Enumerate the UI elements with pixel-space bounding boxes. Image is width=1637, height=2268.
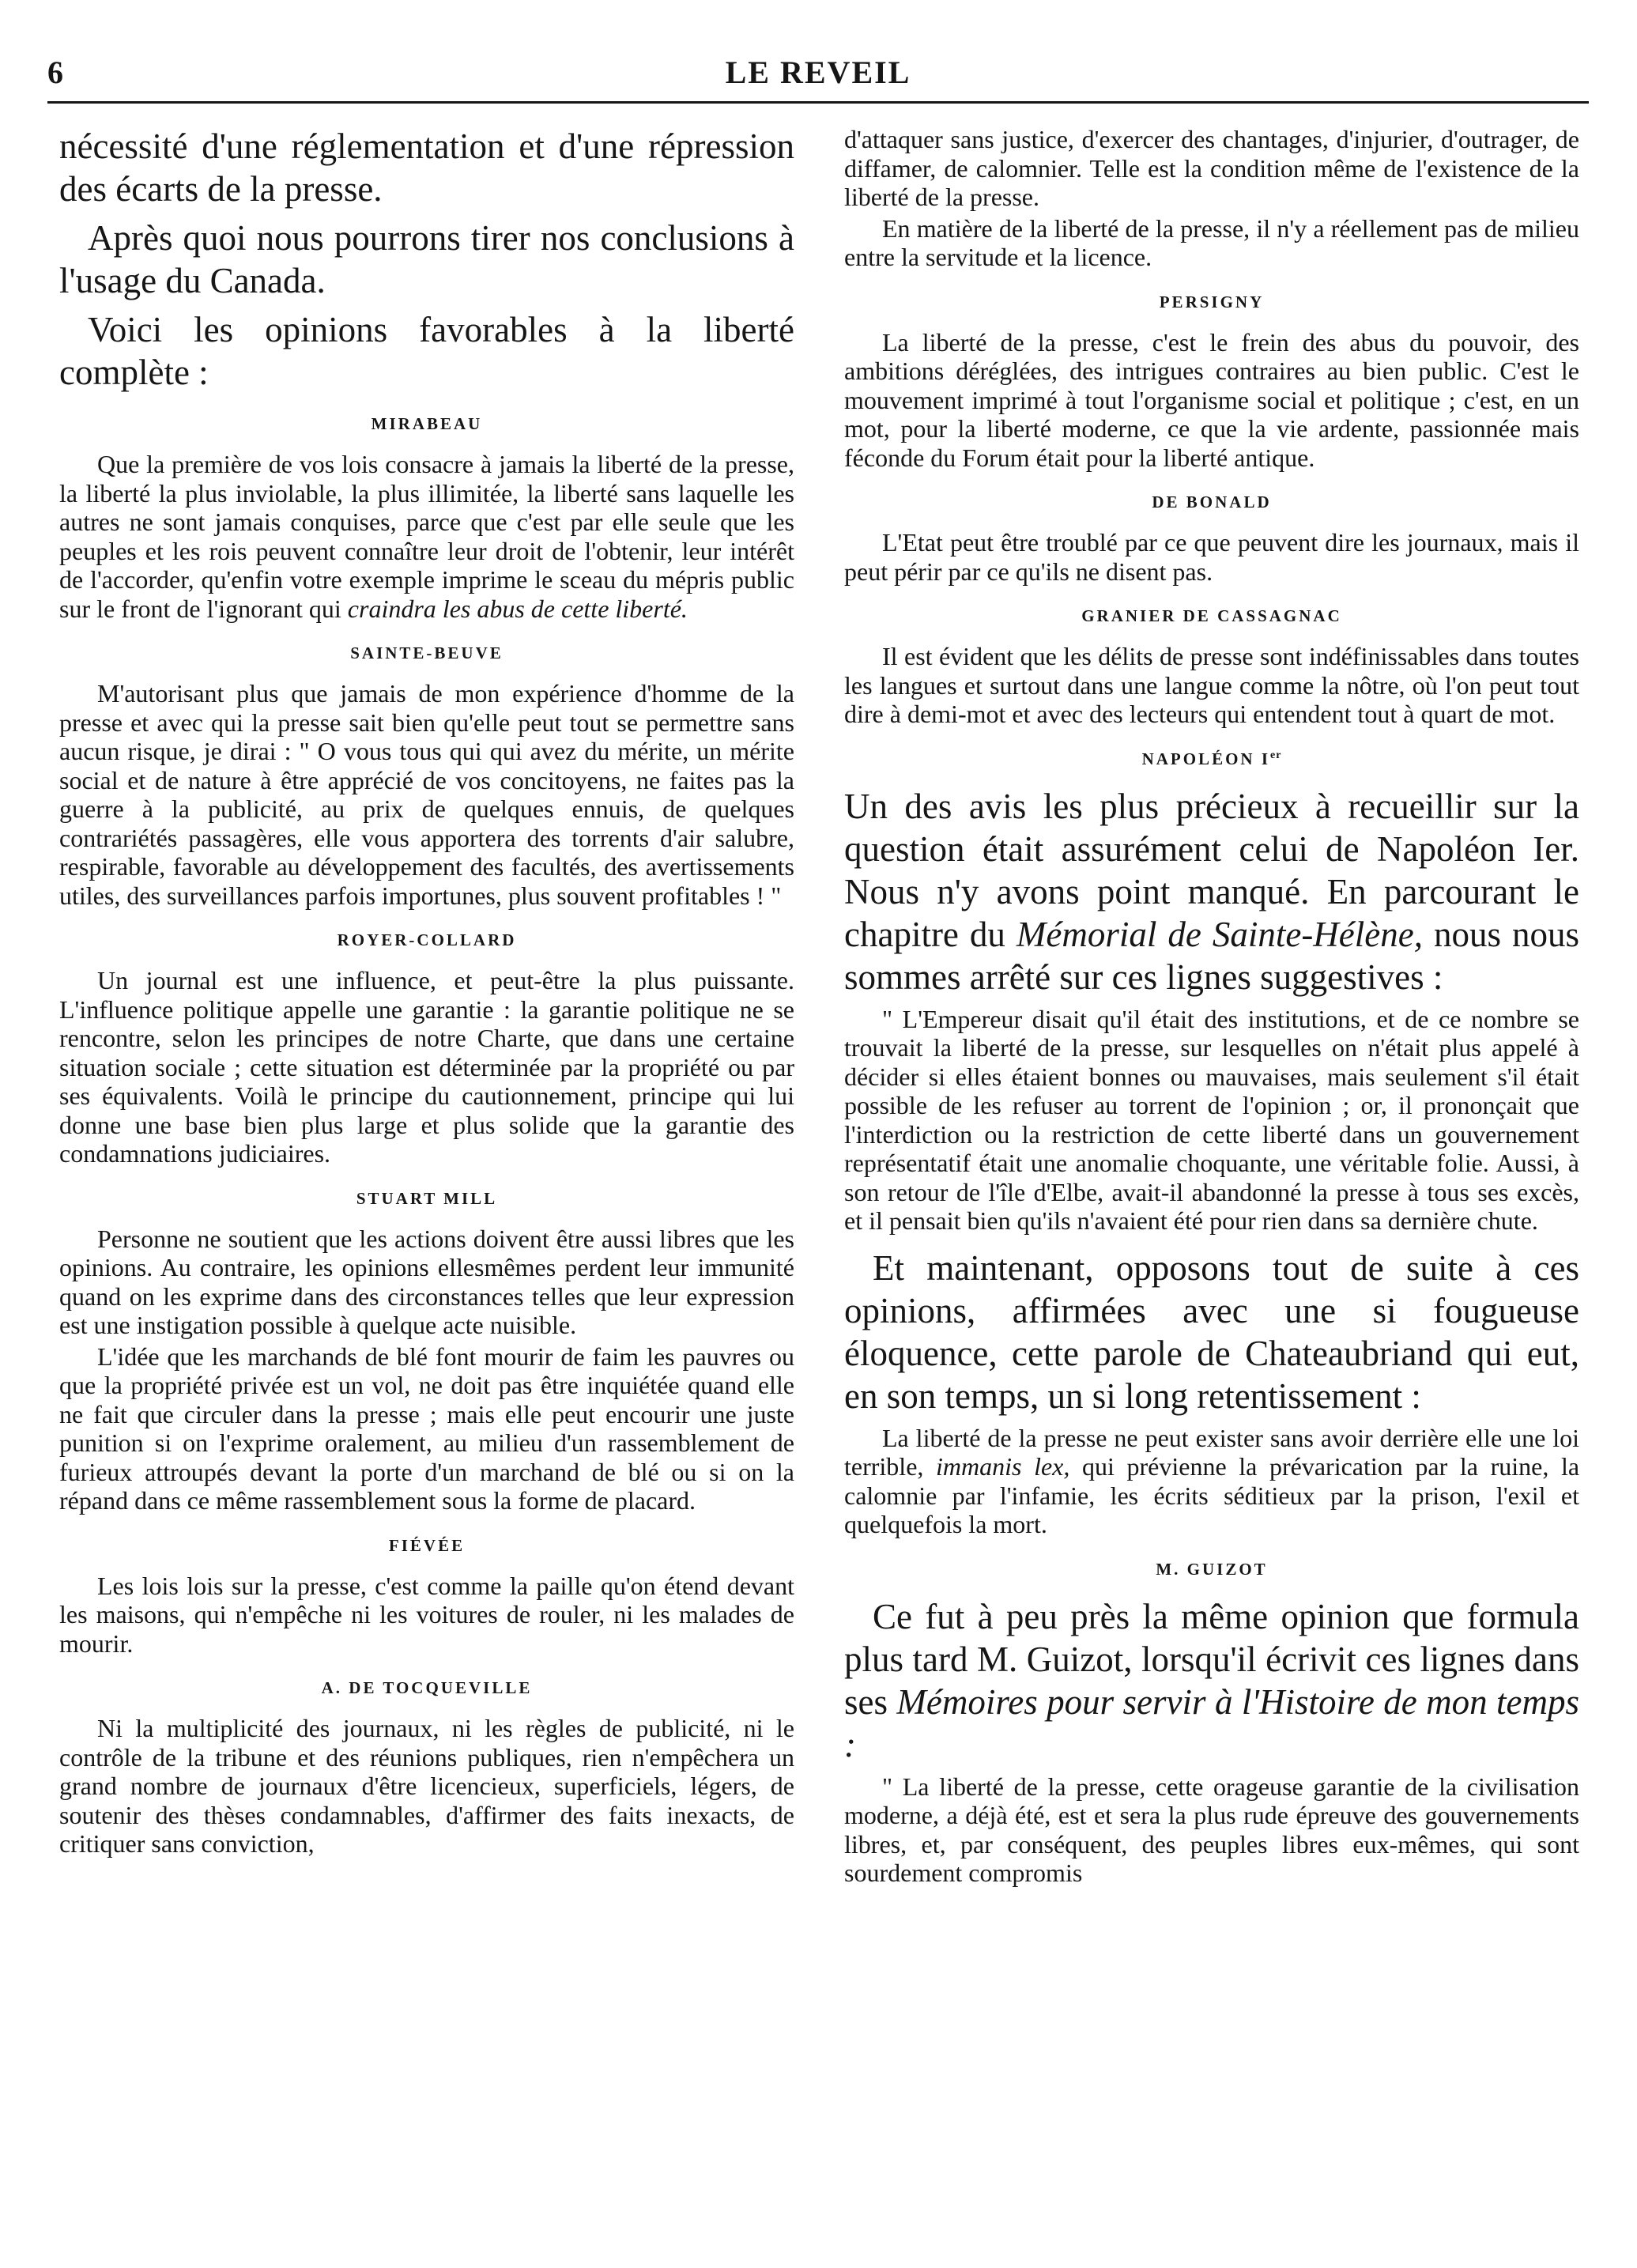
quotation-continued: d'attaquer sans justice, d'exercer des chantages, d'injurier, d'outrager, de diffamer, de calomnier. Telle est la condition même de l'existence de la liberté de la presse. xyxy=(844,125,1579,211)
author-heading: A. DE TOCQUEVILLE xyxy=(321,1678,533,1697)
quotation: Ni la multiplicité des journaux, ni les règles de publicité, ni le contrôle de la tribune et des réunions publiques, rien n'empêchera un grand nombre de journaux d'être licencieux, superficiels, légers, de soutenir des thèses condamnables, d'affirmer des faits inexacts, de critiquer sans conviction, xyxy=(59,1714,794,1858)
author-heading: NAPOLÉON Ier xyxy=(1141,749,1282,768)
quotation: La liberté de la presse, c'est le frein des abus du pouvoir, des ambitions déréglées, des intrigues contraires au bien public. C'est le mouvement imprimé à tout l'organisme social et politique ; c'est, en un mot, pour la liberté moderne, ce que la vie ardente, passionnée mais féconde du Forum était pour la liberté antique. xyxy=(844,327,1579,472)
author-heading: MIRABEAU xyxy=(371,414,483,433)
quotation: L'idée que les marchands de blé font mourir de faim les pauvres ou que la propriété privée est un vol, ne doit pas être inquiétée quand elle ne fait que circuler dans la presse ; mais elle peut encourir une juste punition si on l'exprime oralement, au milieu d'un rassemblement de furieux attroupés devant la porte d'un marchand de blé ou si on la répand dans ce même rassemblement sous la forme de placard. xyxy=(59,1342,794,1515)
quotation: L'Etat peut être troublé par ce que peuvent dire les journaux, mais il peut périr par ce qu'ils ne disent pas. xyxy=(844,528,1579,586)
commentary-paragraph: Ce fut à peu près la même opinion que formula plus tard M. Guizot, lorsqu'il écrivit ces lignes dans ses Mémoires pour servir à l'Histoire de mon temps : xyxy=(844,1596,1580,1764)
running-title: LE REVEIL xyxy=(725,55,911,90)
quotation: M'autorisant plus que jamais de mon expérience d'homme de la presse et avec qui la presse sait bien qu'elle peut tout se permettre sans aucun risque, je dirai : " O vous tous qui qui avez du mérite, un mérite social et de nature à être apprécié de vos concitoyens, ne faites pas la guerre à la publicité, au prix de quelques ennuis, de quelques contrariétés passagères, elle vous apportera des torrents d'air salubre, respirable, favorable au développement des facultés, des avertissements utiles, des surveillances parfois importunes, plus souvent profitables ! " xyxy=(59,679,794,910)
header-rule xyxy=(47,101,1589,104)
quotation-continued: En matière de la liberté de la presse, il n'y a réellement pas de milieu entre la servitude et la licence. xyxy=(844,213,1579,271)
quotation: " L'Empereur disait qu'il était des institutions, et de ce nombre se trouvait la liberté de la presse, sur lesquelles on n'était plus appelé à décider si elles étaient bonnes ou mauvaises, mais seulement s'il était possible de les refuser au torrent de l'opinion ; or, il prononçait que l'interdiction ou la restriction de cette liberté dans un gouvernement représentatif était une anomalie choquante, une véritable folie. Aussi, à son retour de l'île d'Elbe, avait-il abandonné la presse à tous ses excès, et il pensait bien qu'ils n'avaient été pour rien dans sa dernière chute. xyxy=(844,1004,1579,1235)
commentary-paragraph: Un des avis les plus précieux à recueillir sur la question était assurément celui de Napoléon Ier. Nous n'y avons point manqué. En parcourant le chapitre du Mémorial de Sainte-Hélène, nous nous sommes arrêté sur ces lignes suggestives : xyxy=(844,786,1580,997)
left-column xyxy=(59,125,794,1859)
quotation: Il est évident que les délits de presse sont indéfinissables dans toutes les langues et surtout dans une langue comme la nôtre, où l'on peut tout dire à demi-mot et avec des lecteurs qui entendent tout à quart de mot. xyxy=(844,642,1579,728)
page-header xyxy=(47,47,1589,103)
author-heading: GRANIER DE CASSAGNAC xyxy=(1081,606,1342,625)
quotation: Personne ne soutient que les actions doivent être aussi libres que les opinions. Au contraire, les opinions ellesmêmes perdent leur immunité quand on les exprime dans des circonstances telles que leur expression est une instigation possible à quelque acte nuisible. xyxy=(59,1224,794,1339)
author-heading: M. GUIZOT xyxy=(1156,1559,1268,1579)
commentary-paragraph: Et maintenant, opposons tout de suite à ces opinions, affirmées avec une si fougueuse éloquence, cette parole de Chateaubriand qui eut, en son temps, un si long retentissement : xyxy=(844,1247,1579,1416)
author-heading: ROYER-COLLARD xyxy=(337,930,517,949)
right-column xyxy=(844,125,1579,1888)
page-number: 6 xyxy=(47,55,63,90)
author-heading: DE BONALD xyxy=(1152,492,1272,511)
quotation: Un journal est une influence, et peut-être la plus puissante. L'influence politique appelle une garantie : la garantie politique ne se rencontre, selon les principes de notre Charte, que dans une certaine situation sociale ; cette situation est déterminée par la propriété ou par ses équivalents. Voilà le principe du cautionnement, principe qui lui donne une base bien plus large et plus solide que la garantie des condamnations judiciaires. xyxy=(59,966,794,1168)
intro-paragraph: Voici les opinions favorables à la liberté complète : xyxy=(59,310,794,392)
author-heading: FIÉVÉE xyxy=(388,1535,466,1555)
quotation: La liberté de la presse ne peut exister sans avoir derrière elle une loi terrible, immanis lex, qui prévienne la prévarication par la ruine, la calomnie par l'infamie, les écrits séditieux par la prison, l'exil et quelquefois la mort. xyxy=(844,1423,1580,1538)
intro-paragraph: Après quoi nous pourrons tirer nos conclusions à l'usage du Canada. xyxy=(59,218,794,300)
author-heading: PERSIGNY xyxy=(1159,292,1265,311)
quotation: Les lois lois sur la presse, c'est comme la paille qu'on étend devant les maisons, qui n'empêche ni les voitures de rouler, ni les malades de mourir. xyxy=(59,1571,794,1658)
quotation: Que la première de vos lois consacre à jamais la liberté de la presse, la liberté la plus inviolable, la plus illimitée, la liberté sans laquelle les autres ne sont jamais conquises, parce que c'est par elle seule que les peuples et les rois peuvent connaître leur droit de l'obtenir, leur intérêt de l'accorder, qu'enfin votre exemple imprime le sceau du mépris public sur le front de l'ignorant qui craindra les abus de cette liberté. xyxy=(59,450,794,623)
intro-paragraph: nécessité d'une réglementation et d'une répression des écarts de la presse. xyxy=(59,126,794,209)
quotation: " La liberté de la presse, cette orageuse garantie de la civilisation moderne, a déjà été, est et sera la plus rude épreuve des gouvernements libres, et, par conséquent, des peuples libres eux-mêmes, qui sont sourdement compromis xyxy=(844,1772,1579,1887)
author-heading: SAINTE-BEUVE xyxy=(350,643,504,662)
author-heading: STUART MILL xyxy=(356,1188,498,1208)
